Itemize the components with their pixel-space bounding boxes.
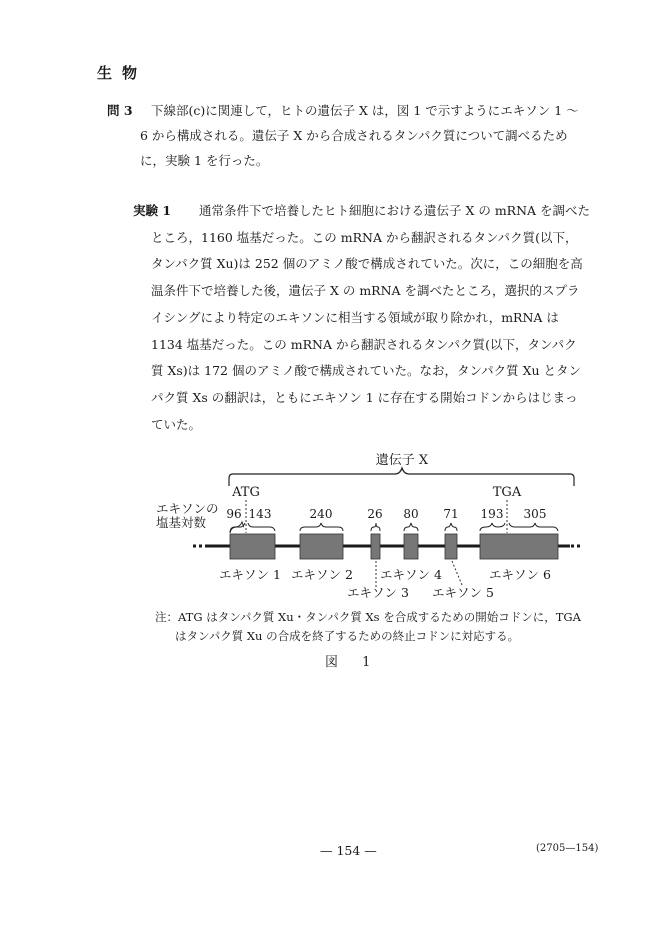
figure-caption: 図 1 <box>325 655 381 670</box>
figure-note <box>155 608 585 646</box>
subject-heading: 生物 <box>97 64 148 82</box>
question-line-1: 下線部(c)に関連して，ヒトの遺伝子 X は，図 1 で示すようにエキソン 1 ～ <box>151 103 579 118</box>
length-label: 193 <box>480 507 504 521</box>
experiment-line-8: パク質 Xs の翻訳は，ともにエキソン 1 に存在する開始コドンからはじまっ <box>151 389 578 405</box>
length-label: 143 <box>248 507 272 521</box>
question-line-3: に，実験 1 を行った。 <box>140 153 269 168</box>
tga-label: TGA <box>492 485 522 500</box>
exon-3-box <box>371 534 380 559</box>
experiment-line-7: 質 Xs)は 172 個のアミノ酸で構成されていた。なお，タンパク質 Xu とタン <box>151 363 581 379</box>
exam-code: (2705—154) <box>536 843 599 854</box>
length-label: 240 <box>309 507 333 521</box>
question-line-2: 6 から構成される。遺伝子 X から合成されるタンパク質について調べるため <box>140 128 568 143</box>
exon-5-label: エキソン 5 <box>432 585 494 600</box>
row-label-line-2: 塩基対数 <box>156 515 207 530</box>
experiment-line-5: イシングにより特定のエキソンに相当する領域が取り除かれ，mRNA は <box>151 309 559 325</box>
experiment-line-3: タンパク質 Xu)は 252 個のアミノ酸で構成されていた。次に，この細胞を高 <box>151 256 583 272</box>
exon-4-box <box>404 534 418 559</box>
exon-5-leader <box>452 561 462 585</box>
row-label-line-1: エキソンの <box>156 501 219 516</box>
exon-4-label: エキソン 4 <box>380 567 442 582</box>
experiment-line-9: ていた。 <box>151 416 202 432</box>
exon-6-label: エキソン 6 <box>489 567 551 582</box>
gene-brace <box>229 468 574 486</box>
exon-2-label: エキソン 2 <box>291 567 353 582</box>
exon-3-label: エキソン 3 <box>347 585 409 600</box>
experiment-label: 実験 1 <box>133 203 172 218</box>
experiment-line-6: 1134 塩基だった。この mRNA から翻訳されるタンパク質(以下，タンパク <box>151 336 577 352</box>
question-number: 問 3 <box>107 103 133 118</box>
experiment-line-2: ところ，1160 塩基だった。この mRNA から翻訳されるタンパク質(以下， <box>151 229 578 245</box>
note-line-1: 注：ATG はタンパク質 Xu・タンパク質 Xs を合成するための開始コドンに，TGA <box>155 610 581 624</box>
exon-1-label: エキソン 1 <box>219 567 281 582</box>
exon-5-box <box>445 534 457 559</box>
length-label: 96 <box>226 507 242 521</box>
length-label: 71 <box>443 507 459 521</box>
segment-braces <box>230 522 558 533</box>
exon-2-box <box>300 534 343 559</box>
length-label: 305 <box>523 507 547 521</box>
atg-label: ATG <box>232 485 260 500</box>
exon-6-box <box>480 534 558 559</box>
length-label: 26 <box>367 507 383 521</box>
experiment-line-4: 温条件下で培養した後，遺伝子 X の mRNA を調べたところ，選択的スプラ <box>151 283 580 299</box>
page-number: — 154 — <box>320 843 377 858</box>
note-line-2: はタンパク質 Xu の合成を終了するための終止コドンに対応する。 <box>175 629 520 643</box>
exon-1-box <box>230 534 275 559</box>
gene-label: 遺伝子 X <box>375 453 429 468</box>
length-label: 80 <box>403 507 419 521</box>
experiment-line-1: 通常条件下で培養したヒト細胞における遺伝子 X の mRNA を調べた <box>199 203 591 218</box>
